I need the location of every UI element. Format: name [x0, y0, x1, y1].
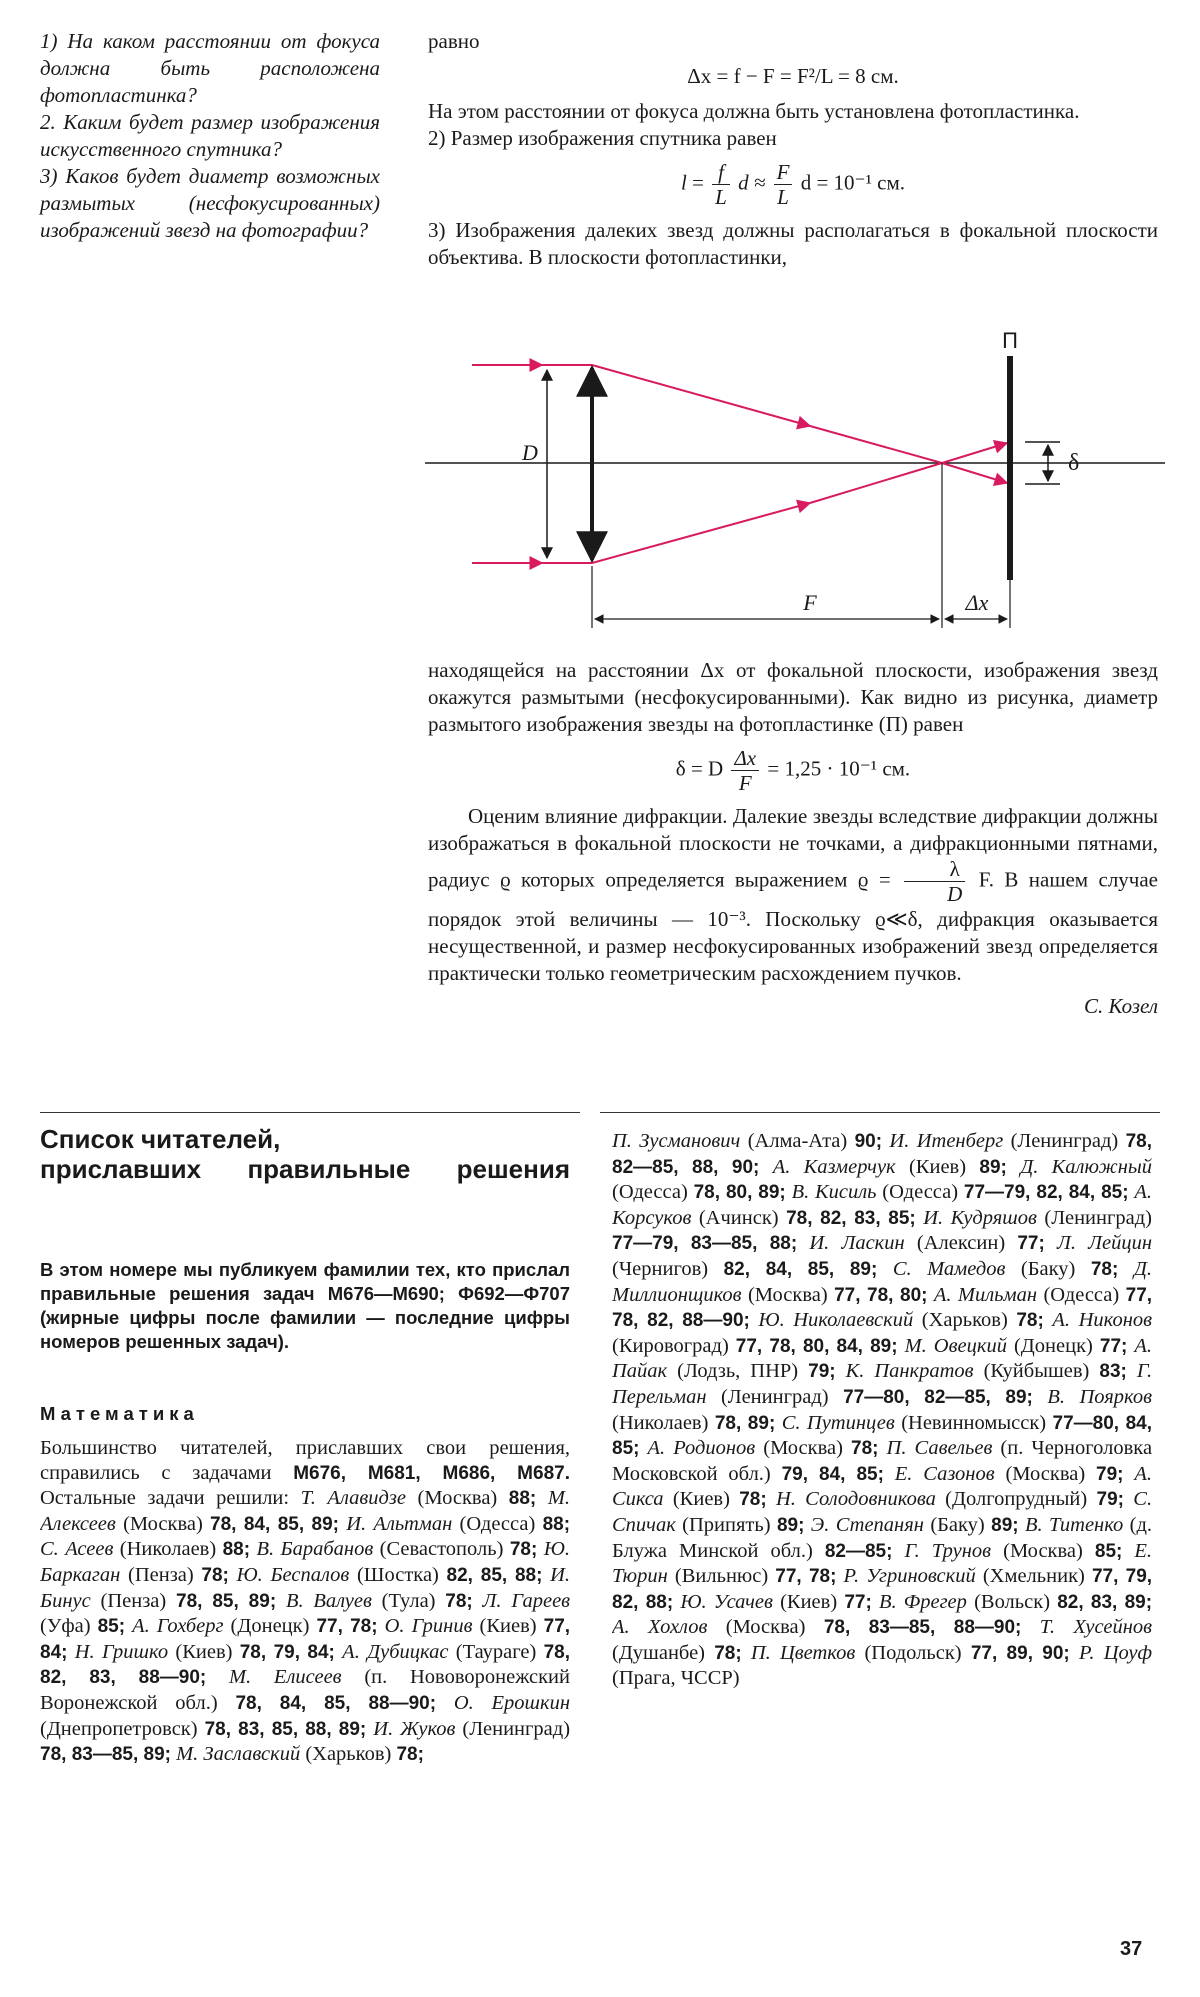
label-F: F — [803, 590, 817, 615]
reader-solved: 77, 79, 82, 88; — [612, 1566, 1152, 1613]
reader-name: И. Бинус — [40, 1563, 570, 1612]
reader-name: А. Пайак — [612, 1334, 1152, 1383]
reader-name: В. Барабанов — [256, 1538, 374, 1561]
frac-dx-F — [731, 746, 759, 795]
ray-top-converging — [592, 365, 810, 426]
reader-entry — [250, 1538, 537, 1560]
reader-entry — [898, 1335, 1128, 1357]
reader-solved: 78, 82, 83, 85; — [786, 1207, 916, 1229]
reader-entry — [612, 1130, 882, 1152]
reader-entry — [836, 1360, 1127, 1382]
section-title-line1: Список читателей, — [40, 1124, 281, 1154]
reader-solved: 79; — [808, 1361, 836, 1383]
reader-name: С. Путинцев — [781, 1411, 895, 1434]
reader-place: (Подольск) — [864, 1641, 962, 1664]
reader-place: (Куйбышев) — [983, 1360, 1090, 1383]
reader-solved: 77, 78, 80; — [834, 1284, 928, 1306]
reader-solved: 77; — [1017, 1233, 1045, 1255]
reader-place: (Баку) — [1020, 1257, 1076, 1280]
section-title — [40, 1124, 570, 1184]
reader-name: Р. Угриновский — [843, 1565, 976, 1588]
reader-solved: 79, 84, 85; — [781, 1463, 884, 1485]
frac-F-L — [774, 160, 793, 209]
reader-name: П. Зусманович — [612, 1130, 741, 1152]
reader-solved: 77—79, 83—85, 88; — [612, 1233, 798, 1255]
reader-solved: 82—85; — [824, 1540, 893, 1562]
reader-entry — [742, 1642, 1070, 1664]
reader-name: Ю. Николаевский — [758, 1309, 914, 1332]
reader-entry — [804, 1514, 1018, 1536]
solution-p1: равно — [428, 29, 480, 53]
solution-p4: 3) Изображения далеких звезд должны располагаться в фокальной плоскости объектива. В плоскости фотопластинки, — [428, 218, 1158, 269]
reader-name: В. Титенко — [1024, 1513, 1124, 1536]
reader-place: (Харьков) — [305, 1743, 392, 1766]
reader-place: (Прага, ЧССР) — [612, 1667, 740, 1690]
reader-name: Ю. Беспалов — [236, 1563, 350, 1586]
reader-solved: 77—79, 82, 84, 85; — [963, 1182, 1129, 1204]
ray-top-diverging — [942, 463, 1007, 483]
reader-place: (Ленинград) — [1044, 1206, 1152, 1229]
label-D: D — [522, 440, 538, 465]
reader-name: Д. Калюжный — [1020, 1155, 1152, 1178]
label-delta: δ — [1068, 450, 1080, 476]
reader-place: (Москва) — [747, 1283, 828, 1306]
reader-solved: 78; — [509, 1539, 538, 1561]
reader-place: (д. Блужа Минской обл.) — [612, 1513, 1152, 1562]
reader-solved: 78; — [396, 1744, 424, 1766]
reader-name: М. Заславский — [176, 1743, 301, 1766]
solution-p6-b: F. В нашем случае порядок этой величины — 10⁻³. Поскольку ϱ≪δ, дифракция оказывается несущественной, и размер несфокусированных изображений звезд определяется практически только геометрическим расхождением пучков. — [428, 867, 1159, 985]
reader-name: В. Валуев — [285, 1589, 372, 1612]
reader-solved: 77, 84; — [40, 1616, 570, 1663]
reader-place: (Одесса) — [882, 1181, 959, 1204]
reader-entry — [892, 1540, 1122, 1562]
reader-entry — [872, 1591, 1152, 1613]
solution-p3: 2) Размер изображения спутника равен — [428, 126, 777, 150]
reader-name: П. Савельев — [886, 1437, 993, 1460]
reader-place: (Донецк) — [230, 1615, 310, 1638]
reader-solved: 77—80, 84, 85; — [612, 1412, 1152, 1460]
reader-place: (Чернигов) — [612, 1257, 709, 1280]
light-rays — [472, 365, 1007, 563]
reader-place: (Кировоград) — [612, 1334, 729, 1357]
frac-f-den: L — [715, 185, 727, 209]
reader-place: (Одесса) — [459, 1512, 536, 1535]
reader-name: А. Гохберг — [132, 1615, 224, 1638]
reader-place: (Лодзь, ПНР) — [677, 1360, 799, 1383]
reader-place: (Днепропетровск) — [40, 1717, 198, 1740]
reader-place: (Пенза) — [128, 1563, 194, 1586]
reader-solved: 77, 78; — [316, 1616, 378, 1638]
reader-place: (Хмельник) — [982, 1565, 1085, 1588]
reader-solved: 78, 82—85, 88, 90; — [612, 1131, 1152, 1178]
label-dx: Δx — [965, 590, 989, 615]
formula-delta — [428, 746, 1158, 795]
reader-name: О. Гринив — [384, 1615, 473, 1638]
reader-name: Т. Хусейнов — [1039, 1616, 1152, 1639]
reader-name: А. Родионов — [647, 1437, 756, 1460]
reader-solved: 88; — [508, 1488, 537, 1510]
reader-place: (Тула) — [381, 1589, 436, 1612]
reader-entry — [767, 1488, 1124, 1510]
reader-name: П. Цветков — [750, 1641, 856, 1664]
reader-place: (Киев) — [780, 1590, 838, 1613]
ray-bottom-diverging — [942, 443, 1007, 463]
frac-lambda-num: λ — [904, 857, 965, 882]
solution-column — [428, 28, 1158, 271]
reader-name: В. Фрегер — [878, 1590, 967, 1613]
reader-solved: 77, 89, 90; — [970, 1642, 1070, 1664]
reader-place: (Донецк) — [1013, 1334, 1093, 1357]
reader-name: А. Дубицкас — [342, 1640, 449, 1663]
reader-solved: 89; — [979, 1156, 1007, 1178]
reader-place: (Одесса) — [612, 1181, 688, 1204]
reader-name: Э. Степанян — [810, 1513, 924, 1536]
reader-place: (Алма-Ата) — [747, 1130, 848, 1152]
reader-name: М. Алексеев — [40, 1487, 570, 1535]
reader-place: (Киев) — [175, 1640, 233, 1663]
reader-solved: 77; — [844, 1591, 872, 1613]
reader-name: И. Итенберг — [889, 1130, 1004, 1152]
reader-solved: 77; — [1099, 1335, 1128, 1357]
reader-solved: 85; — [97, 1616, 126, 1638]
optics-diagram — [420, 318, 1170, 648]
signature: С. Козел — [1083, 994, 1158, 1018]
reader-name: С. Мамедов — [892, 1257, 1006, 1280]
formula-dx: Δx = f − F = F²/L = 8 см. — [687, 64, 899, 88]
formula-delta-rhs: = 1,25 · 10⁻¹ см. — [767, 756, 911, 781]
reader-entry — [673, 1591, 872, 1613]
reader-place: (Николаев) — [119, 1538, 217, 1561]
reader-name: А. Казмерчук — [772, 1155, 896, 1178]
reader-place: (Москва) — [725, 1616, 806, 1639]
reader-place: (Москва) — [123, 1512, 203, 1535]
reader-name: Ю. Баркаган — [40, 1538, 570, 1586]
reader-place: (Москва) — [763, 1437, 843, 1460]
reader-name: А. Сикса — [612, 1462, 1152, 1511]
math-tasks: М676, М681, М686, М687. — [293, 1462, 570, 1484]
reader-place: (Пенза) — [100, 1589, 167, 1612]
reader-name: А. Корсуков — [612, 1181, 1152, 1229]
solution-p5: находящейся на расстоянии Δx от фокальной плоскости, изображения звезд окажутся размытыми (несфокусированными). Как видно из рисунка, диаметр размытого изображения звезды на фотопластинке (П) равен — [428, 658, 1158, 736]
reader-place: (Невинномысск) — [901, 1411, 1047, 1434]
reader-place: (Киев) — [908, 1155, 967, 1178]
question-3: 3) Каков будет диаметр возможных размытых (несфокусированных) изображений звезд на фотографии? — [40, 164, 380, 242]
reader-name: С. Спичак — [612, 1488, 1152, 1536]
reader-name: Г. Трунов — [904, 1539, 992, 1562]
subhead-math: Математика — [40, 1403, 199, 1424]
frac-lambda-den: D — [947, 882, 963, 906]
reader-place: (Ленинград) — [720, 1385, 829, 1408]
section-title-line2: приславших правильные решения — [40, 1154, 570, 1184]
reader-name: Т. Алавидзе — [300, 1487, 406, 1510]
reader-solved: 82, 84, 85, 89; — [723, 1258, 878, 1280]
reader-entry — [750, 1309, 1044, 1331]
section-intro: В этом номере мы публикуем фамилии тех, кто прислал правильные решения задач М676—М690; Ф692—Ф707 (жирные цифры после фамилии — последние цифры номеров решенных задач). — [40, 1259, 570, 1352]
frac-f-num: f — [712, 160, 730, 185]
reader-place: (п. Черноголовка Московской обл.) — [612, 1437, 1152, 1485]
reader-solved: 77, 78; — [775, 1566, 837, 1588]
reader-solved: 78, 82, 83, 88—90; — [40, 1641, 570, 1689]
reader-place: (Долгопрудный) — [945, 1488, 1088, 1511]
reader-place: (Харьков) — [921, 1309, 1008, 1332]
questions-column — [40, 28, 380, 244]
reader-place: (Киев) — [479, 1615, 537, 1638]
solution-p2: На этом расстоянии от фокуса должна быть установлена фотопластинка. — [428, 99, 1080, 123]
reader-place: (п. Нововоронежский Воронежской обл.) — [40, 1666, 570, 1714]
solution-p6 — [428, 803, 1158, 987]
ray-top-converging-rest — [810, 426, 942, 463]
reader-name: И. Жуков — [373, 1717, 456, 1740]
reader-place: (Москва) — [1005, 1462, 1086, 1485]
reader-solved: 78, 85, 89; — [176, 1590, 277, 1612]
reader-entry — [884, 1463, 1124, 1485]
solution-continued — [428, 657, 1158, 1020]
reader-name: Р. Цоуф — [1078, 1641, 1152, 1664]
readers-right-entries — [612, 1130, 1152, 1689]
reader-solved: 78, 84, 85, 88—90; — [235, 1692, 437, 1714]
reader-place: (Уфа) — [40, 1615, 91, 1638]
reader-entry — [339, 1513, 570, 1535]
reader-solved: 78, 83—85, 89; — [40, 1744, 171, 1766]
reader-entry — [639, 1437, 878, 1459]
reader-solved: 78, 84, 85, 89; — [210, 1513, 339, 1535]
reader-name: В. Поярков — [1047, 1385, 1152, 1408]
reader-name: Л. Гареев — [482, 1589, 570, 1612]
frac-dx-num: Δx — [731, 746, 759, 771]
reader-entry — [40, 1538, 250, 1560]
solution-p6-a: Оценим влияние дифракции. Далекие звезды вследствие дифракции должны изображаться в фокальной плоскости не точками, а дифракционными пятнами, радиус ϱ которых определяется выражением ϱ = — [428, 804, 1158, 892]
reader-name: Ю. Усачев — [680, 1590, 773, 1613]
reader-place: (Алексин) — [916, 1232, 1006, 1255]
reader-name: А. Мильман — [933, 1283, 1038, 1306]
reader-place: (Николаев) — [612, 1411, 709, 1434]
reader-solved: 88; — [222, 1539, 251, 1561]
reader-name: Н. Солодовникова — [775, 1488, 936, 1511]
reader-entry — [786, 1181, 1129, 1203]
reader-place: (Ачинск) — [698, 1206, 779, 1229]
reader-solved: 88; — [542, 1513, 570, 1535]
ray-bottom-converging — [592, 503, 810, 563]
frac-F-num: F — [774, 160, 793, 185]
reader-solved: 77, 78, 82, 88—90; — [612, 1284, 1152, 1332]
reader-name: Е. Тюрин — [612, 1539, 1152, 1588]
reader-place: (Севастополь) — [379, 1538, 504, 1561]
reader-name: С. Асеев — [40, 1538, 114, 1561]
reader-place: (Шостка) — [356, 1563, 439, 1586]
reader-name: А. Никонов — [1052, 1309, 1152, 1332]
reader-place: (Вольск) — [974, 1590, 1051, 1613]
formula-l-var: l — [680, 170, 687, 195]
reader-name: И. Ласкин — [809, 1232, 905, 1255]
reader-name: К. Панкратов — [845, 1360, 974, 1383]
reader-solved: 90; — [854, 1131, 883, 1152]
reader-solved: 78, 79, 84; — [239, 1641, 335, 1663]
formula-delta-lhs: δ = D — [675, 756, 724, 781]
reader-place: (Таураге) — [455, 1640, 537, 1663]
reader-solved: 78; — [1090, 1258, 1119, 1280]
reader-name: И. Кудряшов — [923, 1206, 1037, 1229]
reader-name: М. Овецкий — [904, 1334, 1007, 1357]
reader-name: Е. Сазонов — [894, 1462, 995, 1485]
section-rule-right — [600, 1112, 1160, 1113]
reader-place: (Ленинград) — [462, 1717, 570, 1740]
reader-name: Л. Лейцин — [1056, 1232, 1152, 1255]
reader-name: Н. Гришко — [74, 1640, 169, 1663]
page-number: 37 — [1120, 1938, 1143, 1960]
reader-name: В. Кисиль — [791, 1181, 877, 1204]
readers-list-right — [612, 1129, 1152, 1952]
reader-entry — [877, 1258, 1118, 1280]
formula-l-eq: = — [692, 170, 704, 195]
reader-solved: 78, 89; — [714, 1412, 776, 1434]
reader-entry — [67, 1641, 334, 1663]
reader-solved: 77, 78, 80, 84, 89; — [735, 1335, 898, 1357]
reader-place: (Москва) — [417, 1487, 498, 1510]
frac-lambda-D — [904, 857, 965, 906]
formula-l-d2: d = 10⁻¹ см. — [800, 170, 906, 195]
reader-solved: 78; — [1016, 1310, 1044, 1332]
question-2: 2. Каким будет размер изображения искусственного спутника? — [40, 110, 380, 161]
reader-solved: 78, 83, 85, 88, 89; — [204, 1718, 367, 1740]
reader-place: (Одесса) — [1043, 1283, 1120, 1306]
reader-solved: 78; — [445, 1590, 473, 1612]
reader-entry — [229, 1564, 543, 1586]
frac-F-den: L — [777, 185, 789, 209]
frac-dx-den: F — [738, 771, 752, 795]
reader-solved: 78; — [201, 1564, 229, 1586]
reader-solved: 78; — [714, 1642, 742, 1664]
reader-solved: 89; — [776, 1514, 805, 1536]
ray-bottom-converging-rest — [810, 463, 942, 503]
frac-f-L — [712, 160, 730, 209]
reader-name: О. Ерошкин — [453, 1691, 570, 1714]
reader-entry — [171, 1743, 424, 1765]
reader-solved: 79; — [1096, 1463, 1124, 1485]
reader-name: А. Хохлов — [612, 1616, 708, 1639]
reader-solved: 82, 85, 88; — [446, 1564, 543, 1586]
reader-place: (Вильнюс) — [674, 1565, 769, 1588]
label-P: П — [1002, 328, 1018, 353]
reader-entry — [759, 1156, 1006, 1178]
section-rule-left — [40, 1112, 580, 1113]
reader-solved: 83; — [1099, 1361, 1127, 1383]
reader-name: Г. Перельман — [612, 1360, 1152, 1408]
question-1: 1) На каком расстоянии от фокуса должна быть расположена фотопластинка? — [40, 29, 380, 107]
reader-place: (Ленинград) — [1010, 1130, 1119, 1152]
reader-place: (Москва) — [1003, 1539, 1083, 1562]
reader-place: (Душанбе) — [612, 1641, 706, 1664]
reader-solved: 89; — [991, 1514, 1019, 1536]
reader-solved: 78, 83—85, 88—90; — [823, 1617, 1022, 1639]
reader-solved: 85; — [1094, 1540, 1123, 1562]
reader-place: (Киев) — [672, 1488, 730, 1511]
reader-name: Д. Миллионщиков — [612, 1257, 1152, 1306]
reader-name: И. Альтман — [346, 1512, 453, 1535]
reader-solved: 77—80, 82—85, 89; — [843, 1386, 1033, 1408]
math-lead: Большинство читателей, приславших свои решения, справились с задачами — [40, 1437, 570, 1484]
reader-solved: 78; — [739, 1489, 767, 1511]
reader-solved: 78, 80, 89; — [693, 1182, 786, 1204]
formula-l — [428, 160, 1158, 209]
reader-entry — [125, 1615, 377, 1637]
reader-name: М. Елисеев — [228, 1666, 342, 1689]
reader-entry — [276, 1590, 473, 1612]
reader-solved: 79; — [1096, 1489, 1124, 1511]
reader-solved: 82, 83, 89; — [1057, 1591, 1152, 1613]
formula-l-d1: d ≈ — [738, 170, 766, 195]
readers-list-left — [40, 1436, 570, 1951]
reader-place: (Баку) — [930, 1513, 985, 1536]
reader-entry — [797, 1232, 1045, 1254]
reader-place: (Припять) — [682, 1513, 771, 1536]
readers-left-entries — [40, 1487, 570, 1765]
math-rest: Остальные задачи решили: — [40, 1487, 290, 1510]
reader-entry — [301, 1487, 537, 1509]
reader-entry — [612, 1616, 1021, 1638]
reader-solved: 78; — [851, 1438, 879, 1460]
